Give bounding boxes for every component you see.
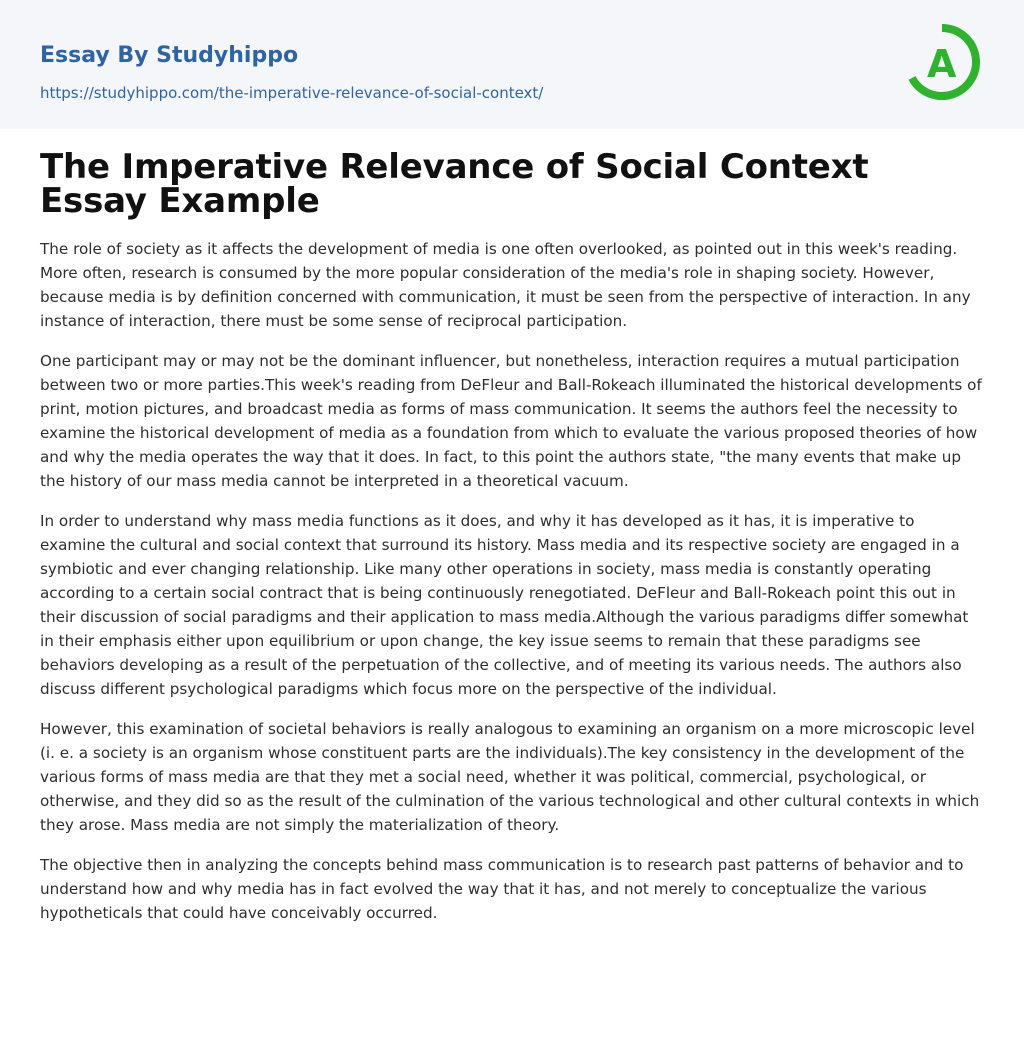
site-brand[interactable]: Essay By Studyhippo	[40, 43, 299, 68]
article-url-link[interactable]: https://studyhippo.com/the-imperative-relevance-of-social-context/	[40, 84, 544, 102]
site-header	[0, 0, 1024, 129]
logo-letter: A	[927, 42, 957, 86]
article-paragraph-1: The role of society as it affects the development of media is one often overlooked, as pointed out in this week's reading. More often, research is consumed by the more popular consideration of the media's role in shaping society. However, because media is by definition concerned with communication, it must be seen from the perspective of interaction. In any instance of interaction, there must be some sense of reciprocal participation.	[40, 240, 971, 330]
article-paragraph-2: One participant may or may not be the dominant influencer, but nonetheless, interaction requires a mutual participation between two or more parties.This week's reading from DeFleur and Ball-Rokeach illuminated the historical developments of print, motion pictures, and broadcast media as forms of mass communication. It seems the authors feel the necessity to examine the historical development of media as a foundation from which to evaluate the various proposed theories of how and why the media operates the way that it does. In fact, to this point the authors state, "the many events that make up the history of our mass media cannot be interpreted in a theoretical vacuum.	[40, 352, 982, 490]
article-paragraph-3: In order to understand why mass media functions as it does, and why it has developed as it has, it is imperative to examine the cultural and social context that surround its history. Mass media and its respective society are engaged in a symbiotic and ever changing relationship. Like many other operations in society, mass media is constantly operating according to a certain social contract that is being continuously renegotiated. DeFleur and Ball-Rokeach point this out in their discussion of social paradigms and their application to mass media.Although the various paradigms differ somewhat in their emphasis either upon equilibrium or upon change, the key issue seems to remain that these paradigms see behaviors developing as a result of the perpetuation of the collective, and of meeting its various needs. The authors also discuss different psychological paradigms which focus more on the perspective of the individual.	[40, 512, 969, 698]
article	[0, 147, 1024, 925]
logo-icon[interactable]	[900, 20, 984, 104]
article-paragraph-5: The objective then in analyzing the concepts behind mass communication is to research past patterns of behavior and to understand how and why media has in fact evolved the way that it has, and not merely to conceptualize the various hypotheticals that could have conceivably occurred.	[40, 856, 964, 922]
article-paragraph-4: However, this examination of societal behaviors is really analogous to examining an organism on a more microscopic level (i. e. a society is an organism whose constituent parts are the individuals).The key consistency in the development of the various forms of mass media are that they met a social need, whether it was political, commercial, psychological, or otherwise, and they did so as the result of the culmination of the various technological and other cultural contexts in which they arose. Mass media are not simply the materialization of theory.	[40, 720, 980, 834]
article-title: The Imperative Relevance of Social Context Essay Example	[40, 147, 869, 221]
